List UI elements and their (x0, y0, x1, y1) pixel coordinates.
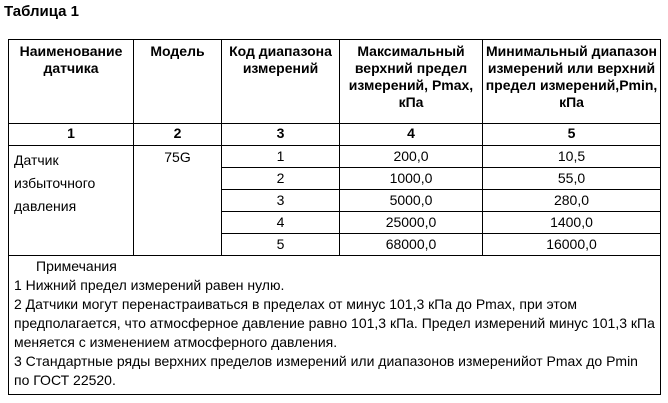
range-code-cell: 2 (222, 168, 340, 190)
table-caption: Таблица 1 (4, 3, 80, 20)
range-code-cell: 3 (222, 190, 340, 212)
header-row (9, 40, 661, 124)
note-item: 3 Стандартные ряды верхних пределов измерений или диапазонов измеренийот Pmax до Pmin по ГОСТ 22520. (14, 353, 638, 388)
range-code-cell: 5 (222, 234, 340, 256)
column-number-row (9, 124, 661, 146)
pmin-cell: 280,0 (483, 190, 661, 212)
header-pmin: Минимальный диапазон измерений или верхний предел измерений,Pmin, кПа (483, 40, 661, 124)
note-item: 2 Датчики могут перенастраиваться в пределах от минус 101,3 кПа до Pmax, при этом предполагается, что атмосферное давление равно 101,3 кПа. Предел измерений минус 101,3 кПа меняется с изменением атмосферного давления. (14, 296, 655, 350)
pmin-cell: 1400,0 (483, 212, 661, 234)
column-number: 3 (222, 124, 340, 146)
pmax-cell: 1000,0 (340, 168, 483, 190)
header-model: Модель (134, 40, 222, 124)
pmin-cell: 10,5 (483, 146, 661, 168)
column-number: 4 (340, 124, 483, 146)
model-cell: 75G (134, 146, 222, 256)
notes-title: Примечания (36, 258, 117, 274)
pmax-cell: 200,0 (340, 146, 483, 168)
pmax-cell: 68000,0 (340, 234, 483, 256)
pmin-cell: 55,0 (483, 168, 661, 190)
column-number: 5 (483, 124, 661, 146)
header-pmax: Максимальный верхний предел измерений, Pmax, кПа (340, 40, 483, 124)
notes-row (9, 256, 661, 395)
note-item: 1 Нижний предел измерений равен нулю. (14, 277, 285, 293)
header-sensor-name: Наименование датчика (9, 40, 134, 124)
sensor-range-table (8, 39, 661, 395)
column-number: 2 (134, 124, 222, 146)
sensor-name-cell: Датчик избыточного давления (9, 146, 134, 256)
pmax-cell: 25000,0 (340, 212, 483, 234)
range-code-cell: 4 (222, 212, 340, 234)
pmax-cell: 5000,0 (340, 190, 483, 212)
column-number: 1 (9, 124, 134, 146)
pmin-cell: 16000,0 (483, 234, 661, 256)
notes-cell (9, 256, 661, 395)
header-range-code: Код диапазона измерений (222, 40, 340, 124)
table-row (9, 146, 661, 168)
range-code-cell: 1 (222, 146, 340, 168)
